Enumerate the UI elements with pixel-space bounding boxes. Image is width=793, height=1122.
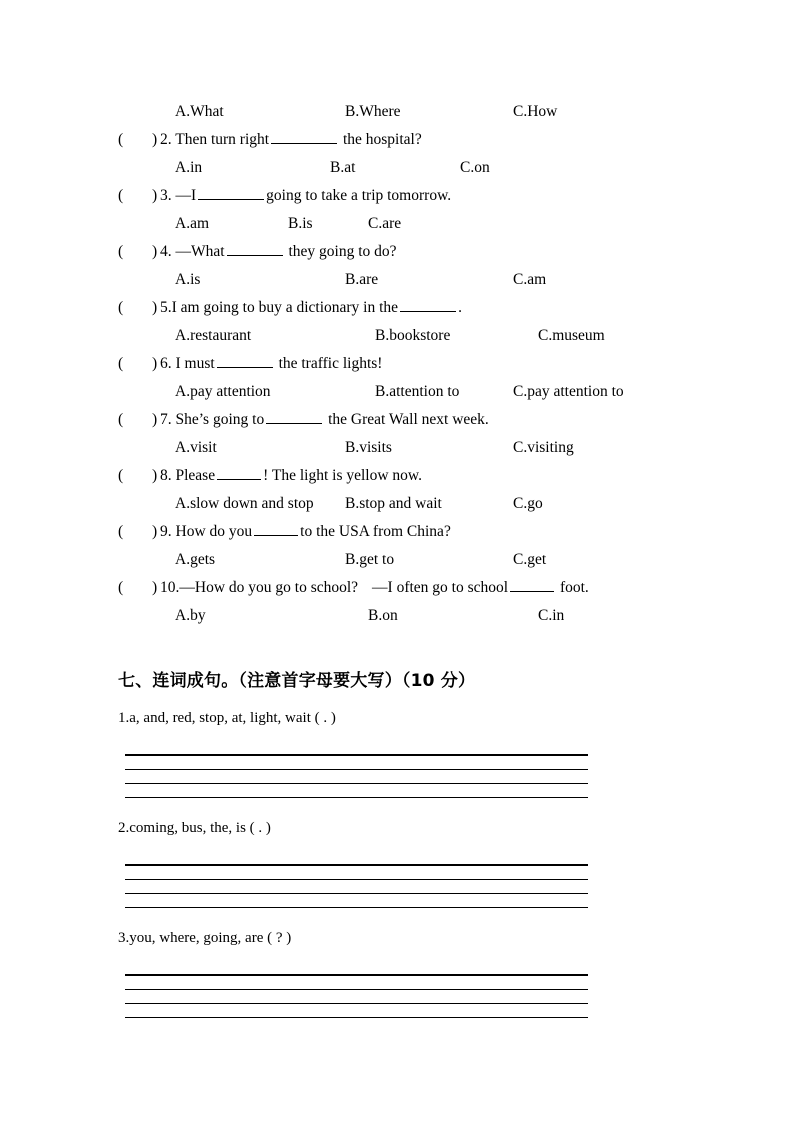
mc-option[interactable]: A.restaurant	[175, 327, 252, 344]
answer-bracket-open[interactable]: (	[118, 523, 124, 540]
mc-option[interactable]: B.visits	[345, 439, 392, 456]
question-fragment: —I often go to school	[372, 579, 509, 596]
word-order-prompt: 3.you, where, going, are ( ? )	[118, 930, 292, 946]
answer-line[interactable]	[125, 770, 588, 784]
question-row	[0, 238, 793, 266]
option-row	[0, 602, 793, 630]
word-order-item	[0, 928, 793, 1038]
question-number: 6.	[160, 355, 172, 372]
option-row	[0, 322, 793, 350]
mc-option[interactable]: A.slow down and stop	[175, 495, 314, 512]
question-number: 3.	[160, 187, 172, 204]
question-fragment: the hospital?	[342, 131, 422, 148]
question-text	[160, 238, 397, 266]
question-row	[0, 406, 793, 434]
mc-option[interactable]: A.am	[175, 215, 210, 232]
answer-line[interactable]	[125, 784, 588, 798]
question-row	[0, 294, 793, 322]
mc-option[interactable]: C.am	[513, 271, 547, 288]
fill-in-blank[interactable]	[227, 241, 283, 256]
question-fragment: foot.	[559, 579, 589, 596]
question-fragment: the traffic lights!	[278, 355, 383, 372]
question-row	[0, 518, 793, 546]
question-text	[160, 518, 451, 546]
option-row	[0, 490, 793, 518]
fill-in-blank[interactable]	[198, 185, 264, 200]
answer-bracket-open[interactable]: (	[118, 579, 124, 596]
question-number: 7.	[160, 411, 172, 428]
mc-option[interactable]: C.are	[368, 215, 402, 232]
answer-bracket-open[interactable]: (	[118, 131, 124, 148]
mc-option[interactable]: A.What	[175, 103, 224, 120]
mc-option[interactable]: C.on	[460, 159, 490, 176]
answer-line[interactable]	[125, 866, 588, 880]
mc-option[interactable]: A.by	[175, 607, 206, 624]
question-text	[160, 406, 489, 434]
answer-lines[interactable]	[125, 864, 588, 908]
fill-in-blank[interactable]	[217, 353, 273, 368]
answer-line[interactable]	[125, 976, 588, 990]
answer-bracket-close[interactable]: )	[152, 579, 158, 596]
option-row	[0, 266, 793, 294]
word-order-item	[0, 708, 793, 818]
question-fragment: I am going to buy a dictionary in the	[171, 299, 399, 316]
question-fragment: to the USA from China?	[300, 523, 451, 540]
mc-option[interactable]: B.at	[330, 159, 356, 176]
answer-bracket-close[interactable]: )	[152, 523, 158, 540]
answer-bracket-open[interactable]: (	[118, 355, 124, 372]
question-fragment: —What	[175, 243, 225, 260]
answer-bracket-close[interactable]: )	[152, 299, 158, 316]
question-fragment: Please	[175, 467, 216, 484]
mc-option[interactable]: C.get	[513, 551, 547, 568]
mc-option[interactable]: A.is	[175, 271, 201, 288]
question-fragment: Then turn right	[175, 131, 270, 148]
question-fragment: ! The light is yellow now.	[263, 467, 422, 484]
question-row	[0, 126, 793, 154]
question-number: 4.	[160, 243, 172, 260]
option-row	[0, 378, 793, 406]
mc-option[interactable]: C.go	[513, 495, 543, 512]
word-order-prompt: 2.coming, bus, the, is ( . )	[118, 820, 271, 836]
fill-in-blank[interactable]	[510, 577, 554, 592]
question-row	[0, 574, 793, 602]
mc-option[interactable]: C.museum	[538, 327, 605, 344]
mc-option[interactable]: B.is	[288, 215, 313, 232]
question-number: 9.	[160, 523, 172, 540]
question-number: 5.	[160, 299, 172, 316]
fill-in-blank[interactable]	[266, 409, 322, 424]
answer-line[interactable]	[125, 990, 588, 1004]
answer-line[interactable]	[125, 756, 588, 770]
question-row	[0, 350, 793, 378]
question-text	[160, 294, 462, 322]
answer-bracket-open[interactable]: (	[118, 467, 124, 484]
answer-bracket-close[interactable]: )	[152, 187, 158, 204]
mc-option[interactable]: C.pay attention to	[513, 383, 624, 400]
question-fragment: —How do you go to school?	[179, 579, 359, 596]
answer-bracket-close[interactable]: )	[152, 411, 158, 428]
option-row	[0, 154, 793, 182]
mc-option[interactable]: C.visiting	[513, 439, 574, 456]
question-fragment: going to take a trip tomorrow.	[266, 187, 452, 204]
answer-bracket-close[interactable]: )	[152, 355, 158, 372]
fill-in-blank[interactable]	[217, 465, 261, 480]
answer-bracket-open[interactable]: (	[118, 187, 124, 204]
mc-option[interactable]: C.in	[538, 607, 565, 624]
answer-lines[interactable]	[125, 974, 588, 1018]
answer-line[interactable]	[125, 880, 588, 894]
question-fragment: I must	[175, 355, 215, 372]
answer-line[interactable]	[125, 894, 588, 908]
answer-line[interactable]	[125, 1004, 588, 1018]
mc-option[interactable]: A.gets	[175, 551, 216, 568]
option-row	[0, 434, 793, 462]
answer-lines[interactable]	[125, 754, 588, 798]
mc-option[interactable]: A.pay attention	[175, 383, 271, 400]
multiple-choice-section	[0, 98, 793, 630]
word-order-prompt: 1.a, and, red, stop, at, light, wait ( . )	[118, 710, 336, 726]
fill-in-blank[interactable]	[254, 521, 298, 536]
question-fragment: She’s going to	[175, 411, 265, 428]
question-text	[160, 126, 422, 154]
option-row	[0, 210, 793, 238]
answer-bracket-close[interactable]: )	[152, 243, 158, 260]
question-row	[0, 462, 793, 490]
question-fragment: .	[458, 299, 462, 316]
fill-in-blank[interactable]	[271, 129, 337, 144]
question-row	[0, 182, 793, 210]
section-seven-heading: 七、连词成句。（注意首字母要大写）（10 分）	[118, 671, 476, 691]
question-fragment: they going to do?	[288, 243, 397, 260]
question-text	[160, 350, 382, 378]
question-text	[160, 182, 451, 210]
question-text	[160, 574, 589, 602]
word-order-item	[0, 818, 793, 928]
question-fragment: How do you	[175, 523, 253, 540]
mc-option[interactable]: B.stop and wait	[345, 495, 442, 512]
option-row	[0, 546, 793, 574]
answer-bracket-open[interactable]: (	[118, 243, 124, 260]
answer-bracket-close[interactable]: )	[152, 131, 158, 148]
mc-option[interactable]: A.visit	[175, 439, 217, 456]
answer-bracket-close[interactable]: )	[152, 467, 158, 484]
fill-in-blank[interactable]	[400, 297, 456, 312]
mc-option[interactable]: A.in	[175, 159, 203, 176]
question-fragment: the Great Wall next week.	[328, 411, 489, 428]
mc-option[interactable]: B.get to	[345, 551, 395, 568]
option-row	[0, 98, 793, 126]
mc-option[interactable]: B.attention to	[375, 383, 460, 400]
question-fragment: —I	[175, 187, 197, 204]
mc-option[interactable]: C.How	[513, 103, 558, 120]
mc-option[interactable]: B.are	[345, 271, 379, 288]
answer-bracket-open[interactable]: (	[118, 411, 124, 428]
question-number: 2.	[160, 131, 172, 148]
answer-bracket-open[interactable]: (	[118, 299, 124, 316]
mc-option[interactable]: B.Where	[345, 103, 401, 120]
question-number: 8.	[160, 467, 172, 484]
question-number: 10.	[160, 579, 180, 596]
question-text	[160, 462, 422, 490]
mc-option[interactable]: B.on	[368, 607, 398, 624]
mc-option[interactable]: B.bookstore	[375, 327, 451, 344]
